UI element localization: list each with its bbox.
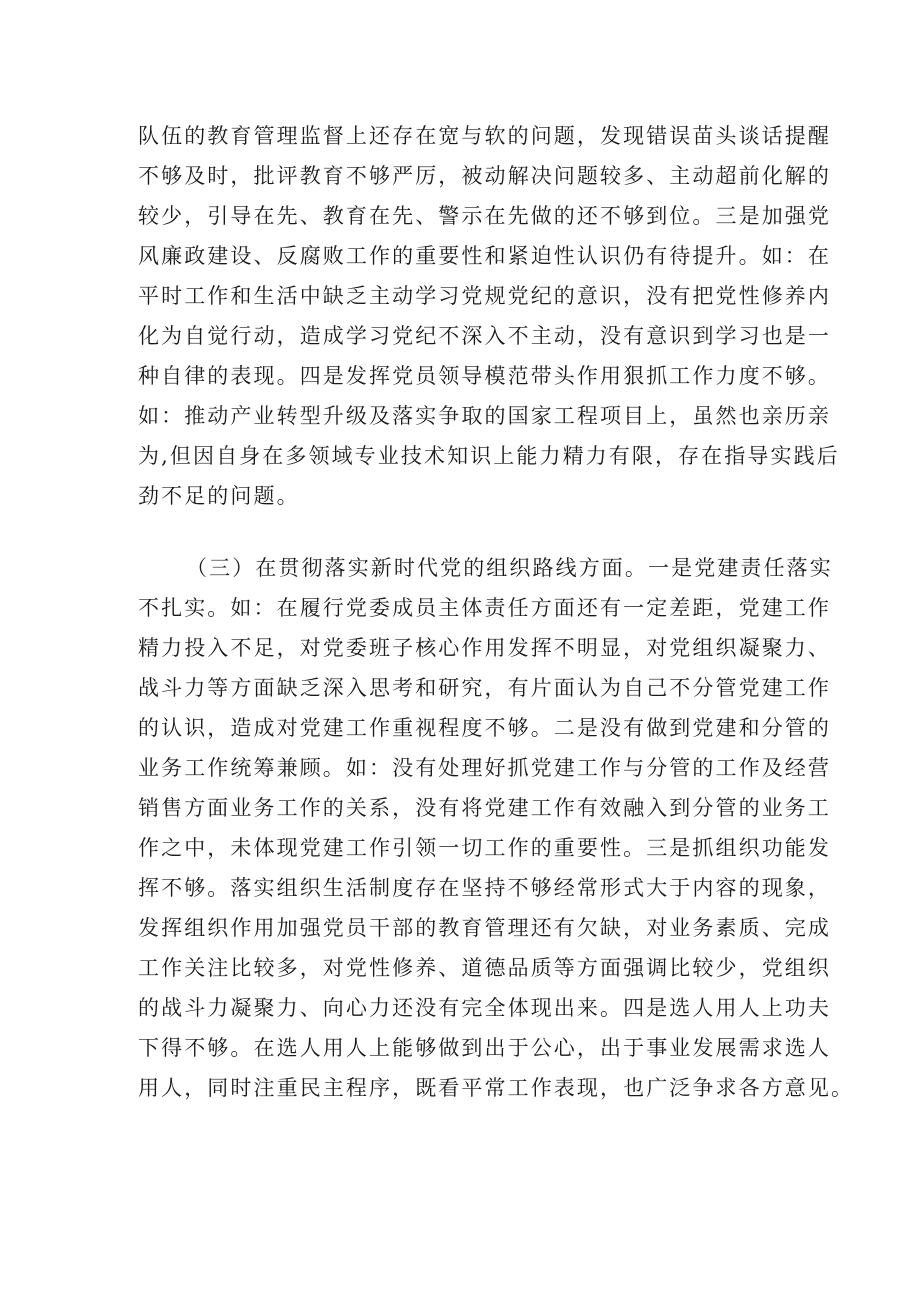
text-line: 队伍的教育管理监督上还存在宽与软的问题，发现错误苗头谈话提醒	[138, 124, 831, 148]
text-line: 发挥组织作用加强党员干部的教育管理还有欠缺，对业务素质、完成	[138, 916, 831, 940]
text-line: 的战斗力凝聚力、向心力还没有完全体现出来。四是选人用人上功夫	[138, 996, 831, 1020]
text-line: 较少，引导在先、教育在先、警示在先做的还不够到位。三是加强党	[138, 204, 831, 228]
text-line: 工作关注比较多，对党性修养、道德品质等方面强调比较少，党组织	[138, 956, 831, 980]
text-line: 精力投入不足，对党委班子核心作用发挥不明显，对党组织凝聚力、	[138, 636, 831, 660]
text-line: 用人，同时注重民主程序，既看平常工作表现，也广泛争求各方意见。	[138, 1076, 855, 1100]
text-line: 业务工作统筹兼顾。如：没有处理好抓党建工作与分管的工作及经营	[138, 756, 831, 780]
text-line: 为,但因自身在多领域专业技术知识上能力精力有限，存在指导实践后	[138, 444, 840, 468]
text-line: 销售方面业务工作的关系，没有将党建工作有效融入到分管的业务工	[138, 796, 831, 820]
text-line: 挥不够。落实组织生活制度存在坚持不够经常形式大于内容的现象，	[138, 876, 831, 900]
section-heading-line: （三）在贯彻落实新时代党的组织路线方面。一是党建责任落实	[186, 556, 833, 580]
text-line: 不够及时，批评教育不够严厉，被动解决问题较多、主动超前化解的	[138, 164, 831, 188]
text-line: 劲不足的问题。	[138, 484, 300, 508]
text-line: 如：推动产业转型升级及落实争取的国家工程项目上，虽然也亲历亲	[138, 404, 831, 428]
paragraph-continued	[138, 116, 840, 516]
text-line: 种自律的表现。四是发挥党员领导模范带头作用狠抓工作力度不够。	[138, 364, 831, 388]
text-line: 不扎实。如：在履行党委成员主体责任方面还有一定差距，党建工作	[138, 596, 831, 620]
text-line: 风廉政建设、反腐败工作的重要性和紧迫性认识仍有待提升。如：在	[138, 244, 831, 268]
text-line: 化为自觉行动，造成学习党纪不深入不主动，没有意识到学习也是一	[138, 324, 831, 348]
text-line: 作之中，未体现党建工作引领一切工作的重要性。三是抓组织功能发	[138, 836, 831, 860]
text-line: 下得不够。在选人用人上能够做到出于公心，出于事业发展需求选人	[138, 1036, 831, 1060]
paragraph-organization-line	[138, 548, 855, 1108]
text-line: 战斗力等方面缺乏深入思考和研究，有片面认为自己不分管党建工作	[138, 676, 831, 700]
text-line: 平时工作和生活中缺乏主动学习党规党纪的意识，没有把党性修养内	[138, 284, 831, 308]
text-line: 的认识，造成对党建工作重视程度不够。二是没有做到党建和分管的	[138, 716, 831, 740]
